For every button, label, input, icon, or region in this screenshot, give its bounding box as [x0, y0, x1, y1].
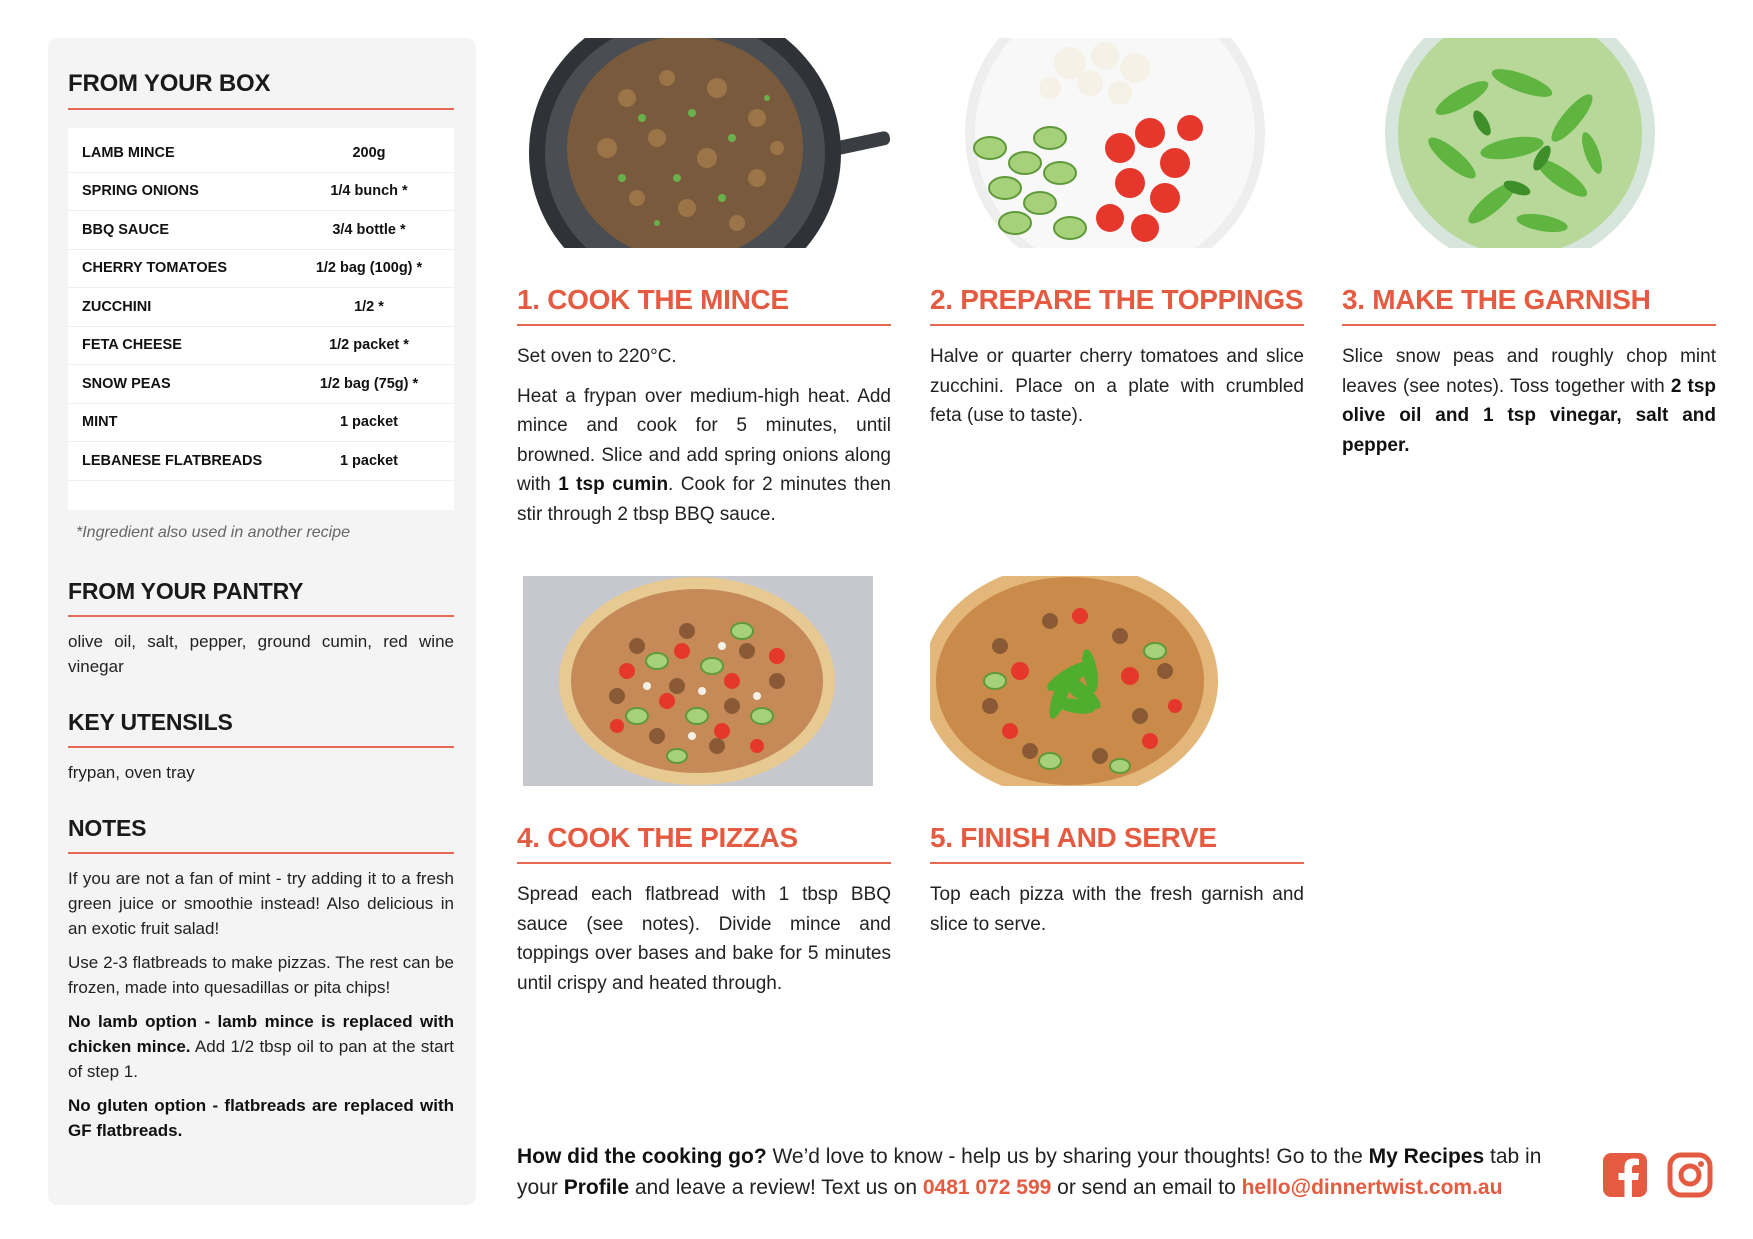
footer-text: and leave a review! Text us on: [629, 1176, 923, 1199]
ingredient-name: ZUCCHINI: [82, 298, 152, 315]
step-text-bold: 2 tsp olive oil and 1 tsp vinegar, salt and pepper.: [1342, 375, 1716, 456]
step-text-part: . Cook for 2 minutes then stir through 2 tbsp BBQ sauce.: [517, 474, 891, 525]
ingredient-qty: 1/2 packet *: [329, 337, 409, 354]
step-text-part: Heat a frypan over medium-high heat. Add mince and cook for 5 minutes, until browned. Slice and add spring onions along with: [517, 385, 891, 495]
step-5-title: 5. FINISH AND SERVE: [930, 822, 1217, 853]
ingredient-qty: 200g: [352, 144, 386, 161]
note-text: Add 1/2 tbsp oil to pan at the start of step 1.: [68, 1037, 454, 1081]
step-2-title: 2. PREPARE THE TOPPINGS: [930, 284, 1304, 315]
note-bold: No lamb option - lamb mince is replaced with chicken mince.: [68, 1012, 454, 1056]
divider: [1342, 324, 1716, 326]
email-link[interactable]: hello@dinnertwist.com.au: [1241, 1176, 1503, 1199]
step-3: [1342, 38, 1716, 460]
instagram-icon[interactable]: [1667, 1152, 1713, 1198]
step-4-title: 4. COOK THE PIZZAS: [517, 822, 798, 853]
finished-pizza-image: [930, 576, 1304, 786]
step-3-text: [1342, 342, 1716, 460]
ingredient-qty: 1/2 *: [354, 298, 384, 315]
divider: [930, 862, 1304, 864]
table-row: [68, 442, 454, 481]
ingredient-name: SNOW PEAS: [82, 375, 171, 392]
ingredient-name: MINT: [82, 414, 118, 431]
pizza-tray-image: [517, 576, 891, 786]
step-5: [930, 576, 1304, 939]
table-row: [68, 211, 454, 250]
step-text-bold: 1 tsp cumin: [558, 474, 669, 495]
ingredient-name: BBQ SAUCE: [82, 221, 170, 238]
note-paragraph: [68, 1093, 454, 1143]
ingredient-name: FETA CHEESE: [82, 337, 182, 354]
my-recipes-link[interactable]: My Recipes: [1368, 1145, 1485, 1168]
ingredient-name: LEBANESE FLATBREADS: [82, 452, 263, 469]
step-1: [517, 38, 891, 529]
step-text-part: Slice snow peas and roughly chop mint leaves (see notes). Toss together with: [1342, 346, 1716, 397]
ingredient-qty: 1 packet: [339, 452, 399, 469]
step-2: [930, 38, 1304, 431]
footer-question: How did the cooking go?: [517, 1145, 767, 1168]
step-1-text: [517, 382, 891, 530]
ingredient-name: LAMB MINCE: [82, 144, 175, 161]
pantry-section: [68, 578, 454, 679]
frypan-mince-image: [517, 38, 891, 248]
divider: [517, 862, 891, 864]
footer-text: tab in your: [517, 1145, 1542, 1199]
toppings-plate-image: [930, 38, 1304, 248]
table-row: [68, 404, 454, 443]
ingredient-qty: 1/4 bunch *: [330, 183, 408, 200]
step-1-image: [517, 38, 891, 248]
profile-link[interactable]: Profile: [563, 1176, 630, 1199]
table-row: [68, 173, 454, 212]
ingredient-qty: 3/4 bottle *: [332, 221, 406, 238]
notes-title: NOTES: [68, 815, 147, 841]
pantry-text: olive oil, salt, pepper, ground cumin, red wine vinegar: [68, 632, 454, 676]
snow-pea-bowl-image: [1342, 38, 1716, 248]
divider: [930, 324, 1304, 326]
utensils-title: KEY UTENSILS: [68, 709, 233, 735]
step-4-text: Spread each flatbread with 1 tbsp BBQ sauce (see notes). Divide mince and toppings over bases and bake for 5 minutes until crispy and heated through.: [517, 884, 891, 994]
pantry-title: FROM YOUR PANTRY: [68, 578, 304, 604]
table-row: [68, 327, 454, 366]
step-4-image: [517, 576, 891, 786]
divider: [68, 746, 454, 748]
step-3-image: [1342, 38, 1716, 248]
ingredient-table: [68, 128, 454, 510]
table-row: [68, 365, 454, 404]
step-2-text: Halve or quarter cherry tomatoes and slice zucchini. Place on a plate with crumbled feta (use to taste).: [930, 346, 1304, 426]
note-bold: No gluten option - flatbreads are replaced with GF flatbreads.: [68, 1096, 454, 1140]
utensils-section: [68, 709, 454, 785]
facebook-icon[interactable]: [1602, 1152, 1648, 1198]
phone-link[interactable]: 0481 072 599: [922, 1176, 1052, 1199]
footer-text: or send an email to: [1051, 1176, 1242, 1199]
ingredients-panel: [48, 38, 476, 1205]
ingredient-qty: 1 packet: [339, 414, 399, 431]
utensils-text: frypan, oven tray: [68, 763, 195, 782]
ingredient-qty: 1/2 bag (75g) *: [319, 375, 419, 392]
divider: [68, 108, 454, 110]
step-2-image: [930, 38, 1304, 248]
note-paragraph: Use 2-3 flatbreads to make pizzas. The rest can be frozen, made into quesadillas or pita chips!: [68, 953, 454, 997]
divider: [68, 615, 454, 617]
feedback-footer: [517, 1141, 1577, 1203]
ingredient-name: CHERRY TOMATOES: [82, 260, 228, 277]
note-paragraph: [68, 1009, 454, 1084]
step-5-image: [930, 576, 1304, 786]
step-5-text: Top each pizza with the fresh garnish and slice to serve.: [930, 884, 1304, 935]
ingredient-footnote: *Ingredient also used in another recipe: [76, 524, 350, 541]
box-title: FROM YOUR BOX: [68, 70, 271, 97]
table-row: [68, 250, 454, 289]
ingredient-name: SPRING ONIONS: [82, 183, 199, 200]
step-1-title: 1. COOK THE MINCE: [517, 284, 789, 315]
notes-section: [68, 815, 454, 1143]
note-paragraph: If you are not a fan of mint - try adding it to a fresh green juice or smoothie instead! Also delicious in an exotic fruit salad!: [68, 869, 454, 938]
step-4: [517, 576, 891, 998]
ingredient-qty: 1/2 bag (100g) *: [315, 260, 423, 277]
divider: [68, 852, 454, 854]
footer-text: We’d love to know - help us by sharing your thoughts! Go to the: [766, 1145, 1369, 1168]
table-row: [68, 288, 454, 327]
table-row: [68, 134, 454, 173]
step-3-title: 3. MAKE THE GARNISH: [1342, 284, 1651, 315]
step-1-text: Set oven to 220°C.: [517, 346, 677, 367]
divider: [517, 324, 891, 326]
